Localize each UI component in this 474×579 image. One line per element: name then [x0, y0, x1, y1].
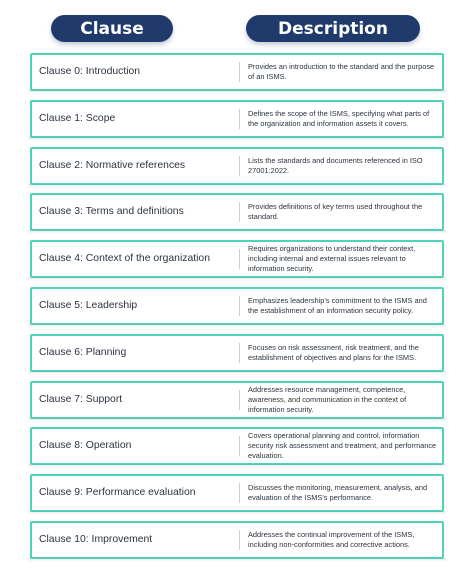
table-row [30, 521, 444, 559]
table-row [30, 147, 444, 185]
clause-name: Clause 10: Improvement [39, 533, 153, 545]
clause-column-header: Clause [51, 15, 173, 42]
clause-name: Clause 0: Introduction [39, 66, 141, 77]
clause-table [30, 53, 444, 568]
table-row [30, 100, 444, 138]
clause-name: Clause 7: Support [39, 393, 123, 405]
clause-description: Emphasizes leadership's commitment to the ISMS and the establishment of an information security policy. [248, 295, 427, 315]
clause-name: Clause 6: Planning [39, 346, 127, 358]
clause-description: Provides definitions of key terms used throughout the standard. [248, 202, 423, 222]
clause-name: Clause 3: Terms and definitions [39, 206, 184, 218]
table-row [30, 427, 444, 465]
table-row [30, 381, 444, 419]
clause-name: Clause 1: Scope [39, 112, 116, 124]
clause-description: Addresses resource management, competence, awareness, and communication in the context of information security. [248, 384, 407, 414]
table-row [30, 334, 444, 372]
clause-name: Clause 5: Leadership [39, 299, 138, 311]
clause-name: Clause 9: Performance evaluation [39, 487, 196, 499]
clause-name: Clause 4: Context of the organization [39, 253, 210, 265]
clause-description: Focuses on risk assessment, risk treatment, and the establishment of objectives and plans for the ISMS. [248, 342, 419, 362]
clause-description: Provides an introduction to the standard and the purpose of an ISMS. [248, 62, 435, 81]
table-row [30, 287, 444, 325]
table-row [30, 240, 444, 278]
description-column-header: Description [246, 15, 420, 42]
clause-description: Discusses the monitoring, measurement, analysis, and evaluation of the ISMS's performance. [248, 483, 428, 503]
clause-description: Addresses the continual improvement of the ISMS, including non-conformities and corrective actions. [248, 529, 415, 549]
table-row [30, 193, 444, 231]
clause-description: Lists the standards and documents referenced in ISO 27001:2022. [248, 155, 423, 175]
clause-description: Requires organizations to understand their context, including internal and external issues relevant to information security. [248, 244, 416, 274]
clause-description: Covers operational planning and control, information security risk assessment and treatment, and performance evaluation. [248, 431, 437, 461]
table-row [30, 53, 444, 91]
clause-name: Clause 8: Operation [39, 440, 132, 452]
clause-name: Clause 2: Normative references [39, 159, 186, 171]
clause-description: Defines the scope of the ISMS, specifying what parts of the organization and information assets it covers. [248, 108, 430, 128]
table-row [30, 474, 444, 512]
